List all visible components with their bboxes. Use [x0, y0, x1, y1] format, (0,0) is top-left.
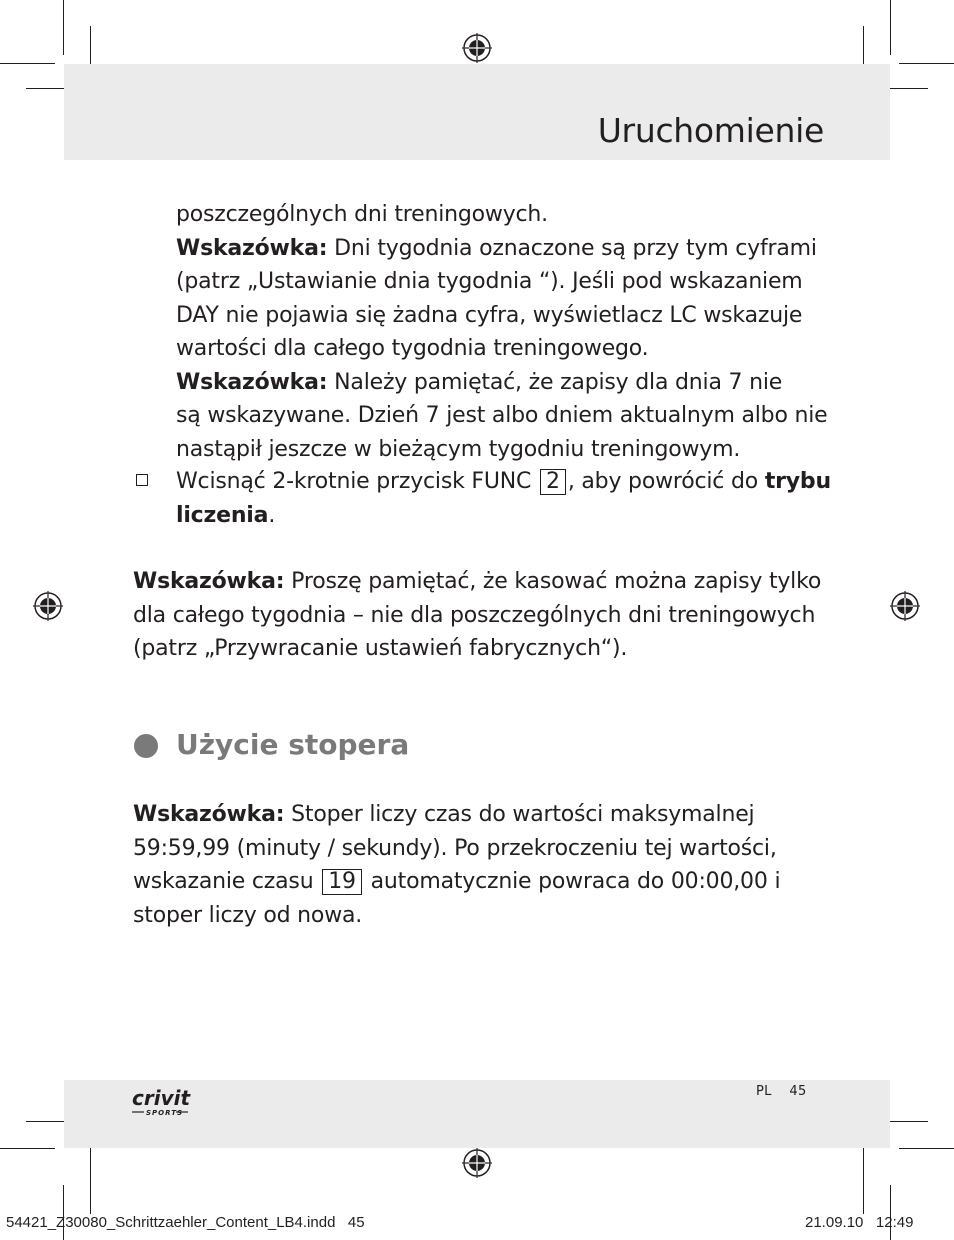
display-reference-badge: 19 [322, 869, 362, 895]
note-paragraph: Wskazówka: Stoper liczy czas do wartości maksymalnej 59:59,99 (minuty / sekundy). Po przekroczeniu tej wartości, wskazanie czasu 19 automatycznie powraca do 00:00,00 i stoper liczy od nowa. [133, 802, 781, 928]
registration-mark-icon [890, 591, 920, 621]
crop-mark [63, 0, 64, 55]
note-label: Wskazówka: [133, 802, 285, 827]
key-reference-badge: 2 [540, 469, 566, 495]
slug-filename: 54421_Z30080_Schrittzaehler_Content_LB4.indd 45 [6, 1214, 365, 1231]
crop-mark [890, 1185, 891, 1240]
note-label: Wskazówka: [176, 235, 328, 261]
section-heading: Użycie stopera [176, 728, 410, 761]
page-number: PL 45 [756, 1084, 807, 1099]
crop-mark [890, 0, 891, 55]
crop-mark [90, 1142, 91, 1214]
paragraph-line: nastąpił jeszcze w bieżącym tygodniu treningowym. [176, 436, 741, 462]
crop-mark [0, 1148, 55, 1149]
crop-mark [0, 63, 55, 64]
page-title: Uruchomienie [597, 111, 824, 150]
note-label: Wskazówka: [176, 369, 328, 395]
paragraph-line: Wskazówka: Należy pamiętać, że zapisy dla dnia 7 nie [176, 369, 783, 395]
slug-datetime: 21.09.10 12:49 [805, 1214, 914, 1231]
crivit-logo-icon [130, 1084, 200, 1120]
svg-text:SPORTS: SPORTS [146, 1109, 184, 1117]
crop-mark [863, 1142, 864, 1214]
crop-mark [63, 1185, 64, 1240]
paragraph-line: są wskazywane. Dzień 7 jest albo dniem aktualnym albo nie [176, 403, 828, 428]
checkbox-bullet-icon [136, 474, 148, 486]
note-label: Wskazówka: [133, 569, 285, 594]
paragraph-line: Wskazówka: Dni tygodnia oznaczone są przy tym cyframi [176, 235, 817, 261]
registration-mark-icon [462, 1148, 492, 1178]
crop-mark [899, 63, 954, 64]
content-block [176, 198, 828, 466]
crop-mark [884, 1121, 928, 1122]
registration-mark-icon [462, 33, 492, 63]
note-paragraph: Wskazówka: Proszę pamiętać, że kasować można zapisy tylko dla całego tygodnia – nie dla poszczególnych dni treningowych (patrz „Przywracanie ustawień fabrycznych“). [133, 569, 822, 661]
paragraph-line: DAY nie pojawia się żadna cyfra, wyświetlacz LC wskazuje [176, 302, 803, 328]
bullet-step: Wcisnąć 2-krotnie przycisk FUNC 2 , aby powrócić do trybu liczenia. [176, 469, 831, 528]
svg-text:crivit: crivit [132, 1086, 191, 1110]
registration-mark-icon [33, 591, 63, 621]
paragraph-line: poszczególnych dni treningowych. [176, 202, 548, 227]
paragraph-line: (patrz „Ustawianie dnia tygodnia “). Jeśli pod wskazaniem [176, 269, 803, 294]
crop-mark [884, 88, 928, 89]
section-bullet-icon [134, 734, 158, 758]
paragraph-line: wartości dla całego tygodnia treningowego. [176, 336, 649, 361]
crop-mark [899, 1148, 954, 1149]
language-code: PL [756, 1084, 772, 1099]
